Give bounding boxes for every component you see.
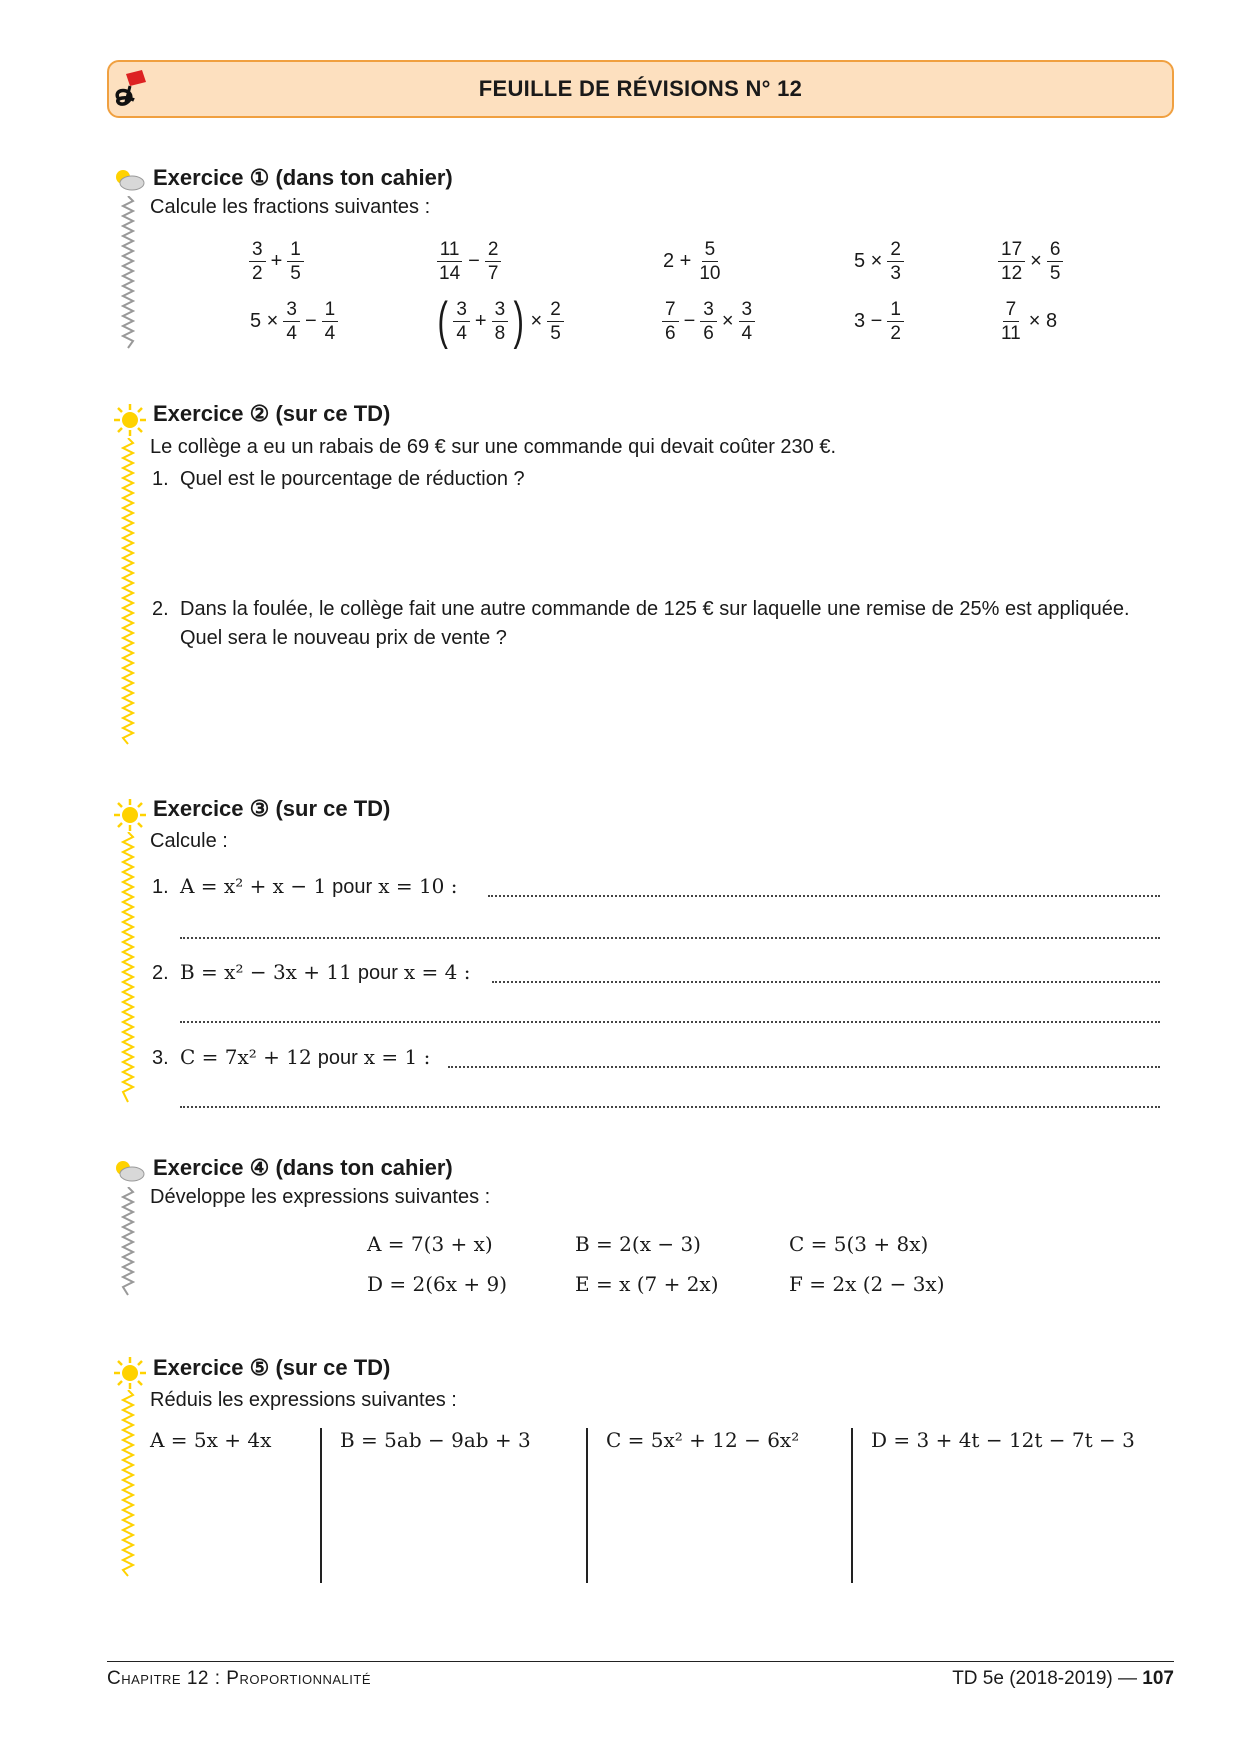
answer-line[interactable] bbox=[492, 980, 1160, 983]
sun-icon bbox=[112, 1355, 148, 1391]
expression: D = 2(6x + 9) bbox=[367, 1272, 508, 1296]
exercise-3-title: Exercice ③ (sur ce TD) bbox=[153, 796, 391, 821]
answer-line[interactable] bbox=[180, 1105, 1160, 1108]
exercise-2-statement: Le collège a eu un rabais de 69 € sur une commande qui devait coûter 230 €. bbox=[150, 436, 837, 458]
exercise-1-instruction: Calcule les fractions suivantes : bbox=[150, 196, 431, 218]
fraction-expr: $\frac{7}{11}$ × 8 bbox=[1001, 298, 1058, 344]
expression: B = 2(x − 3) bbox=[575, 1232, 701, 1256]
title-banner bbox=[107, 60, 1174, 118]
item-number: 1. bbox=[152, 876, 169, 898]
question-number: 2. bbox=[152, 598, 169, 620]
expression: B = 5ab − 9ab + 3 bbox=[340, 1428, 531, 1452]
expression: A = x² + x − 1 bbox=[180, 874, 327, 898]
exercise-5-title: Exercice ⑤ (sur ce TD) bbox=[153, 1355, 391, 1380]
fraction-expr: $\frac{17}{12}$ × $\frac{6}{5}$ bbox=[996, 232, 1065, 290]
logo-pencil-icon bbox=[112, 68, 152, 112]
exercise-1-title: Exercice ① (dans ton cahier) bbox=[153, 165, 453, 190]
wavy-margin-line bbox=[121, 196, 135, 350]
footer-rule bbox=[107, 1661, 1174, 1662]
fraction-expr: 2 + $\frac{5}{10}$ bbox=[663, 238, 721, 284]
eval-row-2 bbox=[180, 960, 470, 985]
fraction-expr: ( $\frac{3}{4}$ + $\frac{3}{8}$ ) × $\frac{2}{5}$ bbox=[434, 292, 566, 350]
expression: E = x (7 + 2x) bbox=[575, 1272, 719, 1296]
item-number: 3. bbox=[152, 1047, 169, 1069]
question-2-text: Dans la foulée, le collège fait une autre commande de 125 € sur laquelle une remise de 25% est appliquée. bbox=[180, 598, 1130, 620]
expression: A = 7(3 + x) bbox=[367, 1232, 493, 1256]
for-word: pour bbox=[332, 876, 373, 898]
footer-chapter: Chapitre 12 : Proportionnalité bbox=[107, 1668, 371, 1689]
answer-line[interactable] bbox=[448, 1065, 1160, 1068]
for-word: pour bbox=[317, 1047, 358, 1069]
condition: x = 4 : bbox=[403, 960, 471, 984]
question-2-text-cont: Quel sera le nouveau prix de vente ? bbox=[180, 627, 507, 649]
column-divider bbox=[851, 1428, 853, 1583]
wavy-margin-line bbox=[121, 1390, 135, 1580]
expression: A = 5x + 4x bbox=[150, 1428, 272, 1452]
exercise-4-instruction: Développe les expressions suivantes : bbox=[150, 1186, 491, 1208]
page-number: 107 bbox=[1142, 1668, 1174, 1689]
item-number: 2. bbox=[152, 962, 169, 984]
wavy-margin-line bbox=[121, 832, 135, 1106]
fraction-expr: 5 × $\frac{2}{3}$ bbox=[851, 232, 906, 290]
question-number: 1. bbox=[152, 468, 169, 490]
fraction-expr: $\frac{3}{2}$ + $\frac{1}{5}$ bbox=[247, 232, 306, 290]
fraction-expr: $\frac{11}{14}$ − $\frac{2}{7}$ bbox=[434, 232, 503, 290]
for-word: pour bbox=[357, 962, 398, 984]
sun-icon bbox=[112, 797, 148, 833]
fraction-expr: 5 × $\frac{3}{4}$ − $\frac{1}{4}$ bbox=[247, 292, 340, 350]
fraction-expr: 3 − $\frac{1}{2}$ bbox=[851, 292, 906, 350]
answer-line[interactable] bbox=[180, 1020, 1160, 1023]
footer-td: TD 5e (2018-2019) — bbox=[952, 1668, 1138, 1689]
page-title: FEUILLE DE RÉVISIONS N° 12 bbox=[478, 76, 803, 101]
expression: C = 5x² + 12 − 6x² bbox=[606, 1428, 800, 1452]
expression: D = 3 + 4t − 12t − 7t − 3 bbox=[871, 1428, 1135, 1452]
wavy-margin-line bbox=[121, 1187, 135, 1299]
expression: F = 2x (2 − 3x) bbox=[789, 1272, 945, 1296]
answer-line[interactable] bbox=[488, 894, 1160, 897]
expression: C = 7x² + 12 bbox=[180, 1045, 312, 1069]
condition: x = 1 : bbox=[363, 1045, 431, 1069]
column-divider bbox=[586, 1428, 588, 1583]
footer-right bbox=[952, 1668, 1174, 1690]
question-1-text: Quel est le pourcentage de réduction ? bbox=[180, 468, 525, 490]
column-divider bbox=[320, 1428, 322, 1583]
exercise-2-title: Exercice ② (sur ce TD) bbox=[153, 401, 391, 426]
wavy-margin-line bbox=[121, 438, 135, 748]
expression: C = 5(3 + 8x) bbox=[789, 1232, 929, 1256]
eval-row-3 bbox=[180, 1045, 430, 1070]
exercise-3-instruction: Calcule : bbox=[150, 830, 228, 852]
answer-line[interactable] bbox=[180, 936, 1160, 939]
cloud-sun-icon bbox=[110, 1157, 146, 1183]
sun-icon bbox=[112, 402, 148, 438]
fraction-expr: $\frac{7}{6}$ − $\frac{3}{6}$ × $\frac{3}{4}$ bbox=[660, 292, 757, 350]
exercise-4-title: Exercice ④ (dans ton cahier) bbox=[153, 1155, 453, 1180]
cloud-sun-icon bbox=[110, 166, 146, 192]
eval-row-1 bbox=[180, 874, 458, 899]
expression: B = x² − 3x + 11 bbox=[180, 960, 352, 984]
exercise-5-instruction: Réduis les expressions suivantes : bbox=[150, 1389, 457, 1411]
condition: x = 10 : bbox=[378, 874, 458, 898]
